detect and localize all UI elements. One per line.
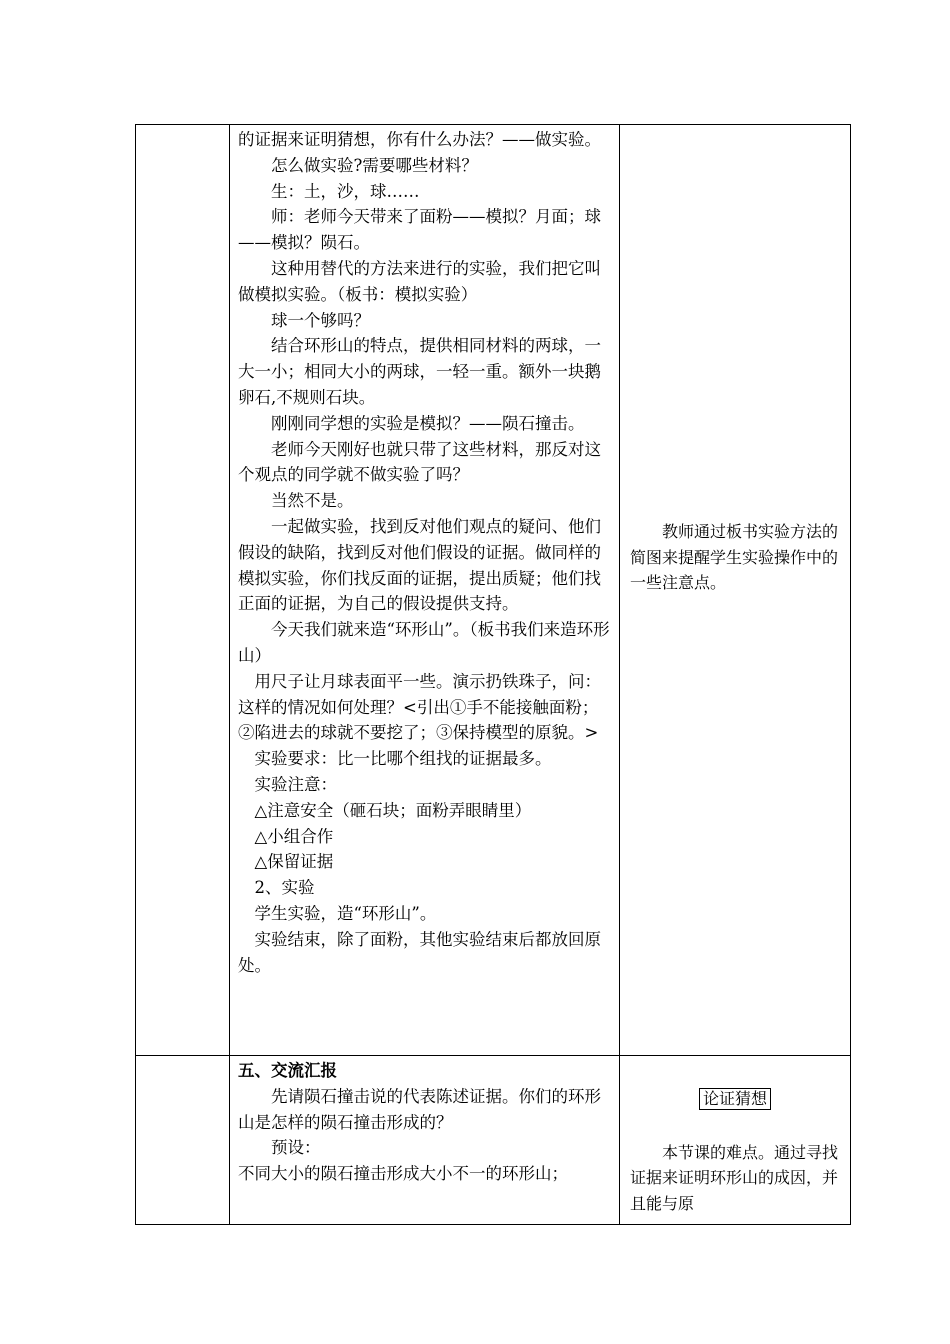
- notes-cell: [620, 125, 851, 1056]
- process-text: [238, 1084, 611, 1187]
- boxed-label: 论证猜想: [699, 1088, 771, 1110]
- paragraph: 实验结束，除了面粉，其他实验结束后都放回原处。: [238, 929, 601, 975]
- paragraph: △注意安全（砸石块；面粉弄眼睛里）: [254, 800, 532, 820]
- paragraph: 实验要求：比一比哪个组找的证据最多。: [254, 749, 552, 769]
- paragraph: 生：土，沙，球……: [271, 181, 420, 201]
- paragraph: 老师今天刚好也就只带了这些材料，那反对这个观点的同学就不做实验了吗？: [238, 439, 601, 485]
- paragraph: 刚刚同学想的实验是模拟？——陨石撞击。: [271, 413, 585, 433]
- paragraph: 球一个够吗？: [271, 310, 370, 330]
- paragraph: 预设：: [271, 1138, 321, 1158]
- stage-cell: [136, 1056, 230, 1225]
- process-cell: [230, 125, 620, 1056]
- notes-cell: [620, 1056, 851, 1225]
- design-note: 本节课的难点。通过寻找证据来证明环形山的成因，并且能与原: [630, 1142, 839, 1213]
- paragraph: 结合环形山的特点，提供相同材料的两球，一大一小；相同大小的两球，一轻一重。额外一块鹅卵石,不规则石块。: [238, 336, 601, 407]
- stage-cell: [136, 125, 230, 1056]
- paragraph: 先请陨石撞击说的代表陈述证据。你们的环形山是怎样的陨石撞击形成的？: [238, 1086, 601, 1132]
- table-row: [136, 1056, 851, 1225]
- paragraph: 这种用替代的方法来进行的实验，我们把它叫做模拟实验。（板书：模拟实验）: [238, 258, 601, 304]
- process-cell: [230, 1056, 620, 1225]
- section-heading: 五、交流汇报: [238, 1061, 337, 1080]
- paragraph: 一起做实验，找到反对他们观点的疑问、他们假设的缺陷，找到反对他们假设的证据。做同样的模拟实验，你们找反面的证据，提出质疑；他们找正面的证据，为自己的假设提供支持。: [238, 516, 601, 614]
- paragraph: 用尺子让月球表面平一些。演示扔铁珠子，问：这样的情况如何处理？<引出①手不能接触面粉；②陷进去的球就不要挖了；③保持模型的原貌。>: [238, 671, 601, 743]
- paragraph: 学生实验，造“环形山”。: [254, 903, 437, 923]
- paragraph: 的证据来证明猜想，你有什么办法？——做实验。: [238, 130, 601, 149]
- design-note: 教师通过板书实验方法的简图来提醒学生实验操作中的一些注意点。: [630, 522, 839, 592]
- paragraph: 师：老师今天带来了面粉——模拟？月面；球——模拟？陨石。: [238, 207, 601, 253]
- paragraph: △保留证据: [254, 852, 334, 872]
- paragraph: △小组合作: [254, 826, 334, 846]
- table-row: [136, 125, 851, 1056]
- paragraph: 实验注意：: [254, 774, 337, 794]
- paragraph: 2、实验: [254, 878, 315, 898]
- paragraph: 今天我们就来造“环形山”。（板书我们来造环形山）: [238, 620, 610, 665]
- lesson-plan-table: [135, 124, 851, 1225]
- paragraph: 不同大小的陨石撞击形成大小不一的环形山；: [238, 1164, 568, 1184]
- paragraph: 当然不是。: [271, 491, 354, 511]
- process-text: [238, 127, 611, 978]
- paragraph: 怎么做实验?需要哪些材料？: [271, 155, 478, 175]
